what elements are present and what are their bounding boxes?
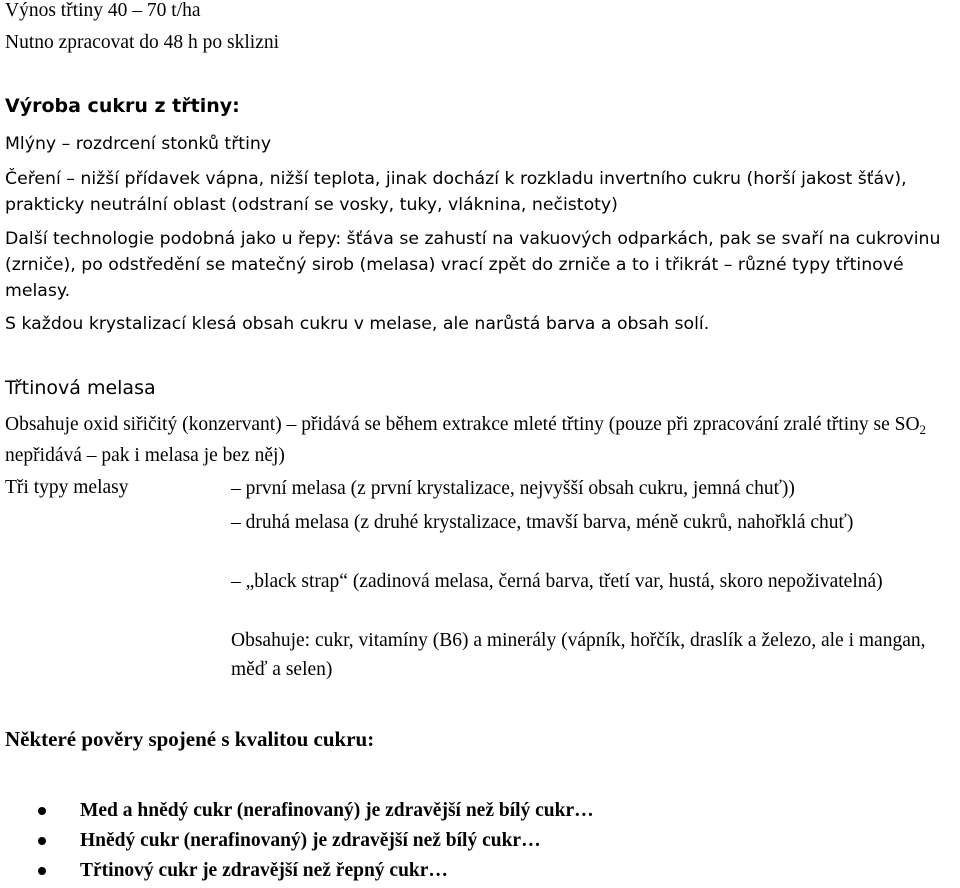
molasses-contents: Obsahuje: cukr, vitamíny (B6) a minerály (vápník, hořčík, draslík a železo, ale i mangan, měď a selen) bbox=[231, 630, 926, 680]
bullet-icon bbox=[38, 837, 46, 845]
myths-list bbox=[0, 798, 960, 888]
myth-text: Med a hnědý cukr (nerafinovaný) je zdravější než bílý cukr… bbox=[80, 800, 594, 821]
clarification-text: Čeření – nižší přídavek vápna, nižší teplota, jinak dochází k rozkladu invertního cukru (horší jakost šťáv), prakticky neutrální oblast (odstraní se vosky, tuky, vláknina, nečistoty) bbox=[5, 169, 907, 215]
list-item bbox=[0, 858, 960, 888]
bullet-icon bbox=[38, 807, 46, 815]
so2-subscript: 2 bbox=[919, 422, 927, 437]
bullet-icon bbox=[38, 867, 46, 875]
molasses-types-label: Tři typy melasy bbox=[5, 477, 129, 498]
yield-text: Výnos třtiny 40 – 70 t/ha bbox=[5, 0, 201, 21]
list-item bbox=[0, 828, 960, 858]
so2-text-part1: Obsahuje oxid siřičitý (konzervant) – přidává se během extrakce mleté třtiny (pouze při zpracování zralé třtiny se SO bbox=[5, 414, 920, 435]
processing-text: Nutno zpracovat do 48 h po sklizni bbox=[5, 32, 280, 53]
myths-heading: Některé pověry spojené s kvalitou cukru: bbox=[5, 727, 375, 751]
molasses-heading: Třtinová melasa bbox=[5, 377, 156, 399]
molasses-type-second: – druhá melasa (z druhé krystalizace, tmavší barva, méně cukrů, nahořklá chuť) bbox=[231, 512, 854, 533]
technology-text: Další technologie podobná jako u řepy: šťáva se zahustí na vakuových odparkách, pak se svaří na cukrovinu (zrniče), po odstředění se matečný sirob (melasa) vrací zpět do zrniče a to i třikrát – různé typy třtinové melasy. bbox=[5, 229, 941, 301]
list-item bbox=[0, 798, 960, 828]
crystallization-text: S každou krystalizací klesá obsah cukru v melase, ale narůstá barva a obsah solí. bbox=[5, 314, 710, 334]
mills-text: Mlýny – rozdrcení stonků třtiny bbox=[5, 134, 272, 154]
so2-text bbox=[5, 412, 956, 469]
myth-text: Třtinový cukr je zdravější než řepný cukr… bbox=[80, 860, 448, 881]
production-heading: Výroba cukru z třtiny: bbox=[5, 95, 240, 117]
molasses-type-blackstrap: – „black strap“ (zadinová melasa, černá barva, třetí var, hustá, skoro nepoživatelná) bbox=[231, 571, 883, 592]
myth-text: Hnědý cukr (nerafinovaný) je zdravější než bílý cukr… bbox=[80, 830, 541, 851]
so2-text-part2: nepřidává – pak i melasa je bez něj) bbox=[5, 445, 285, 466]
molasses-type-first: – první melasa (z první krystalizace, nejvyšší obsah cukru, jemná chuť)) bbox=[231, 478, 795, 499]
